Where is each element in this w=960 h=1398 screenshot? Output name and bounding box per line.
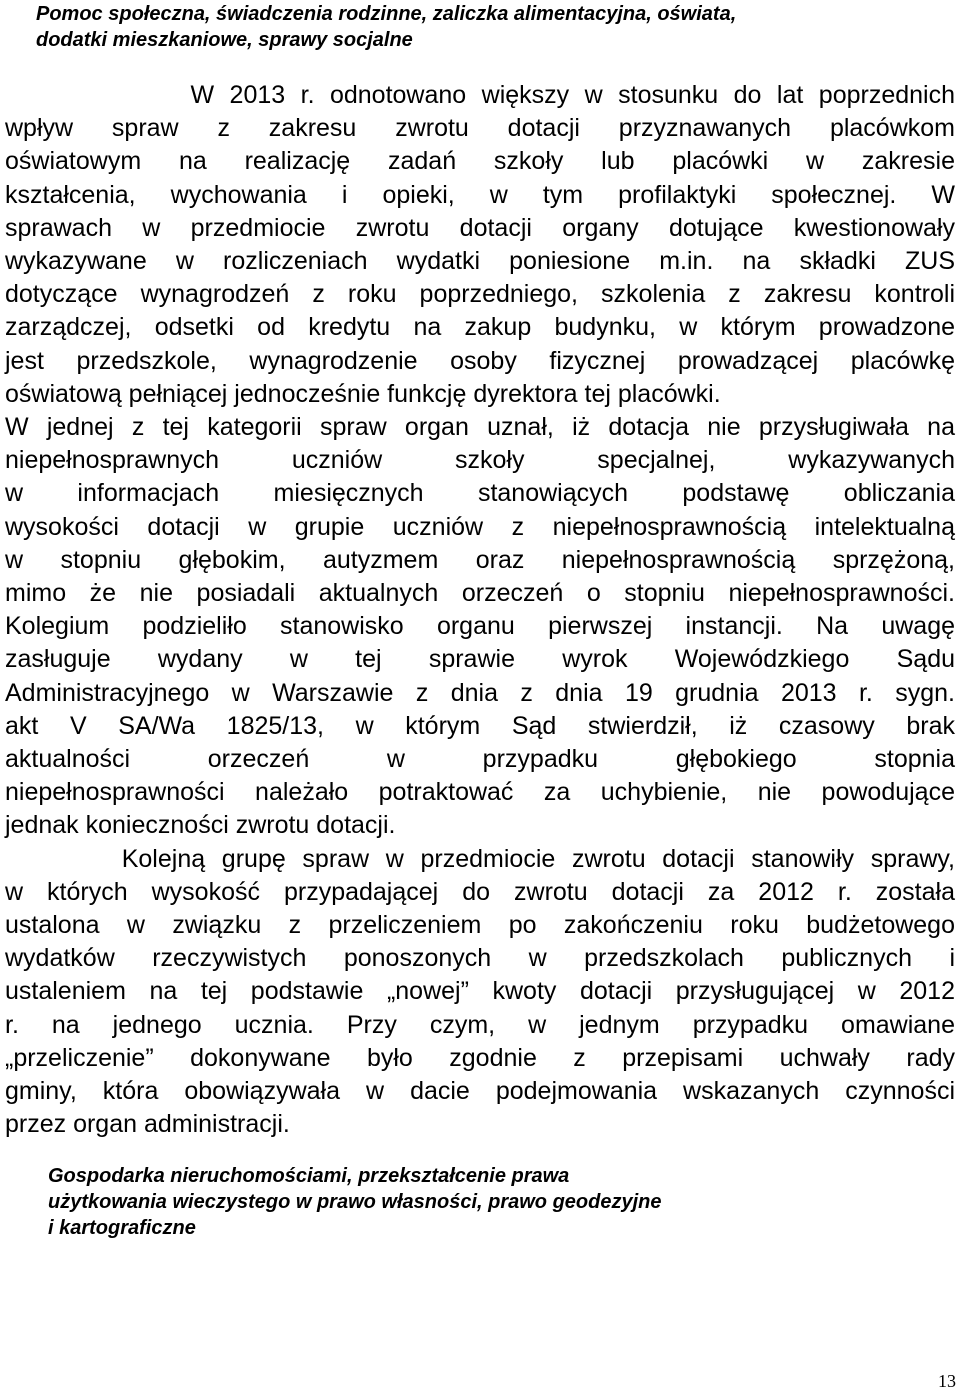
body-text-line: W 2013 r. odnotowano większy w stosunku do lat poprzednich bbox=[5, 81, 955, 109]
body-text-line: wydatków rzeczywistych ponoszonych w przedszkolach publicznych i bbox=[5, 944, 955, 973]
section-heading-social-assistance bbox=[36, 1, 936, 53]
body-text-line: oświatową pełniącej jednocześnie funkcję dyrektora tej placówki. bbox=[5, 379, 721, 408]
body-text-line: Kolejną grupę spraw w przedmiocie zwrotu dotacji stanowiły sprawy, bbox=[5, 844, 955, 873]
heading-line: użytkowania wieczystego w prawo własności, prawo geodezyjne bbox=[48, 1191, 662, 1213]
body-text-line: zasługuje wydany w tej sprawie wyrok Wojewódzkiego Sądu bbox=[5, 645, 955, 674]
heading-line: Pomoc społeczna, świadczenia rodzinne, zaliczka alimentacyjna, oświata, bbox=[36, 3, 737, 25]
body-text-line: w informacjach miesięcznych stanowiących podstawę obliczania bbox=[5, 479, 955, 508]
body-text-line: dotyczące wynagrodzeń z roku poprzedniego, szkolenia z zakresu kontroli bbox=[5, 280, 955, 309]
body-text-line: ustaleniem na tej podstawie „nowej” kwoty dotacji przysługującej w 2012 bbox=[5, 977, 955, 1006]
body-text-line: „przeliczenie” dokonywane było zgodnie z przepisami uchwały rady bbox=[5, 1043, 955, 1072]
section-heading-real-estate bbox=[48, 1163, 928, 1241]
body-text-line: oświatowym na realizację zadań szkoły lub placówki w zakresie bbox=[5, 147, 955, 176]
body-text-line: aktualności orzeczeń w przypadku głębokiego stopnia bbox=[5, 745, 955, 774]
body-text-line: akt V SA/Wa 1825/13, w którym Sąd stwierdził, iż czasowy brak bbox=[5, 711, 955, 740]
body-text-line: gminy, która obowiązywała w dacie podejmowania wskazanych czynności bbox=[5, 1077, 955, 1106]
body-paragraphs bbox=[5, 79, 955, 1142]
body-text-line: jednak konieczności zwrotu dotacji. bbox=[5, 811, 396, 840]
body-text-line: niepełnosprawnych uczniów szkoły specjalnej, wykazywanych bbox=[5, 446, 955, 475]
heading-line: i kartograficzne bbox=[48, 1217, 196, 1239]
body-text-line: w których wysokość przypadającej do zwrotu dotacji za 2012 r. została bbox=[5, 877, 955, 906]
body-text-line: wysokości dotacji w grupie uczniów z niepełnosprawnością intelektualną bbox=[5, 512, 955, 541]
body-text-line: niepełnosprawności należało potraktować za uchybienie, nie powodujące bbox=[5, 778, 955, 807]
body-text-line: wykazywane w rozliczeniach wydatki poniesione m.in. na składki ZUS bbox=[5, 247, 955, 276]
body-text-line: jest przedszkole, wynagrodzenie osoby fizycznej prowadzącej placówkę bbox=[5, 346, 955, 375]
body-text-line: ustalona w związku z przeliczeniem po zakończeniu roku budżetowego bbox=[5, 911, 955, 940]
body-text-line: sprawach w przedmiocie zwrotu dotacji organy dotujące kwestionowały bbox=[5, 213, 955, 242]
heading-line: dodatki mieszkaniowe, sprawy socjalne bbox=[36, 29, 413, 51]
body-text-line: Administracyjnego w Warszawie z dnia z dnia 19 grudnia 2013 r. sygn. bbox=[5, 678, 955, 707]
body-text-line: zarządczej, odsetki od kredytu na zakup budynku, w którym prowadzone bbox=[5, 313, 955, 342]
page-number: 13 bbox=[938, 1371, 956, 1391]
body-text-line: kształcenia, wychowania i opieki, w tym profilaktyki społecznej. W bbox=[5, 180, 955, 209]
body-text-line: Kolegium podzieliło stanowisko organu pierwszej instancji. Na uwagę bbox=[5, 612, 955, 641]
body-text-line: przez organ administracji. bbox=[5, 1110, 290, 1139]
body-text-line: wpływ spraw z zakresu zwrotu dotacji przyznawanych placówkom bbox=[5, 114, 955, 143]
body-text-line: mimo że nie posiadali aktualnych orzeczeń o stopniu niepełnosprawności. bbox=[5, 579, 955, 608]
heading-line: Gospodarka nieruchomościami, przekształcenie prawa bbox=[48, 1165, 570, 1187]
body-text-line: w stopniu głębokim, autyzmem oraz niepełnosprawnością sprzężoną, bbox=[5, 545, 955, 574]
body-text-line: r. na jednego ucznia. Przy czym, w jednym przypadku omawiane bbox=[5, 1010, 955, 1039]
body-text-line: W jednej z tej kategorii spraw organ uznał, iż dotacja nie przysługiwała na bbox=[5, 413, 955, 442]
